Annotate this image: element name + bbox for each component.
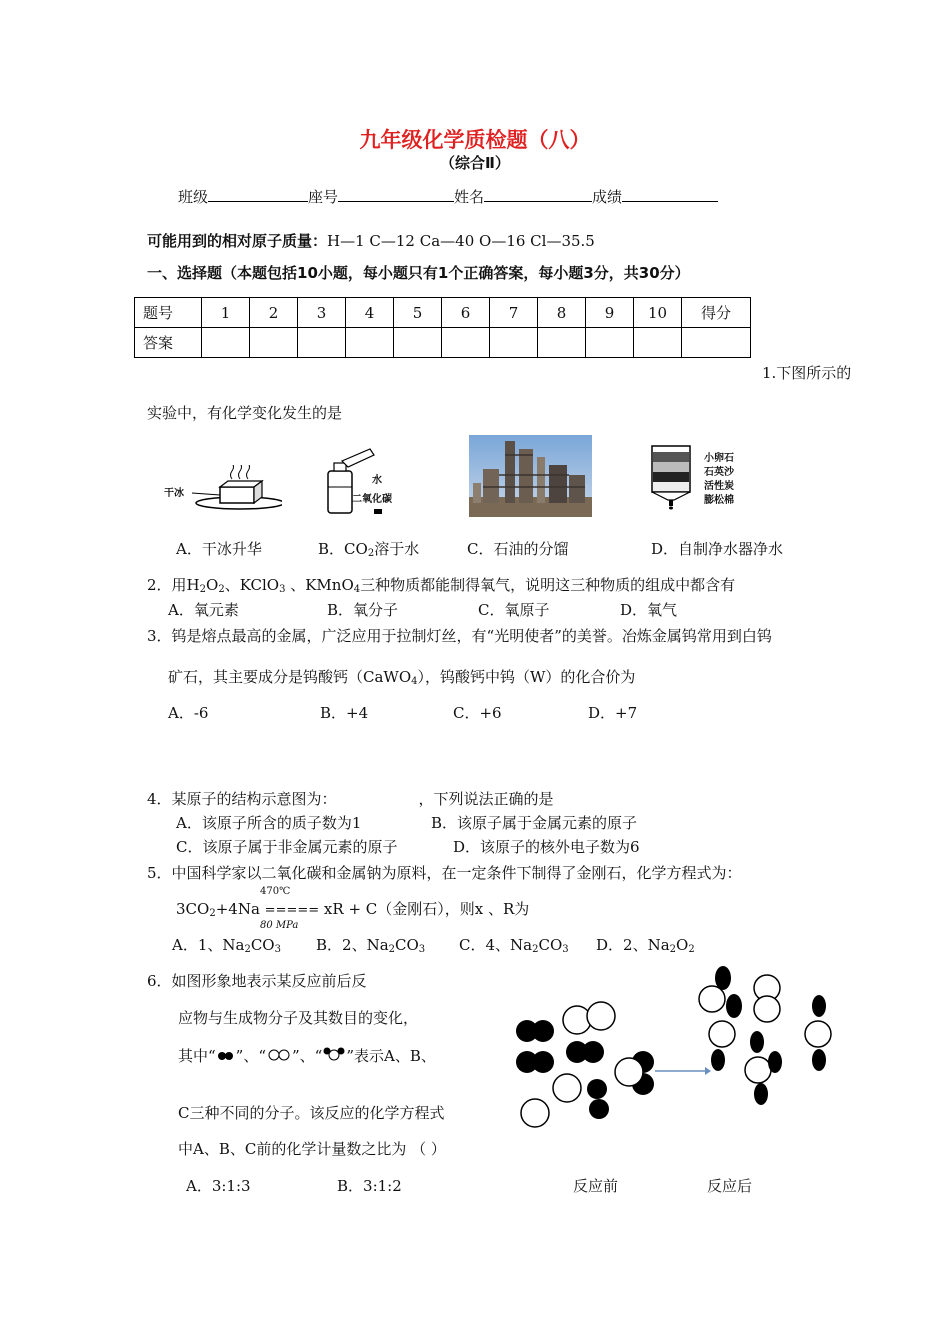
- atomic-mass-values: H—1 C—12 Ca—40 O—16 Cl—35.5: [327, 232, 595, 250]
- q2-option-d: D．氧气: [620, 601, 678, 619]
- table-cell: 8: [538, 298, 586, 328]
- table-cell: 7: [490, 298, 538, 328]
- page-title: 九年级化学质检题（八）: [359, 128, 591, 152]
- q4-option-b: B．该原子属于金属元素的原子: [431, 814, 638, 832]
- section-heading: 一、选择题（本题包括10小题，每小题只有1个正确答案，每小题3分，共30分）: [147, 264, 690, 282]
- student-info-line: [178, 185, 718, 207]
- q3-line1: 3．钨是熔点最高的金属，广泛应用于拉制灯丝，有“光明使者”的美誉。冶炼金属钨常用到白钨: [147, 627, 772, 645]
- filter-label-pebbles: 小卵石: [704, 453, 734, 464]
- table-row: [135, 298, 751, 328]
- answer-cell[interactable]: [346, 328, 394, 358]
- table-cell: 9: [586, 298, 634, 328]
- q2-stem: 2．用$H_2O_2$、KClO$_3$ 、KMnO$_4$三种物质都能制得氧气，说明这三种物质的组成中都含有: [147, 576, 736, 595]
- q2-option-c: C．氧原子: [478, 601, 550, 619]
- q3-option-b: B．+4: [320, 704, 369, 722]
- page-subtitle: （综合Ⅱ）: [440, 154, 510, 172]
- before-label: 反应前: [573, 1177, 619, 1195]
- q5-condition-pressure: 80 MPa: [260, 920, 299, 931]
- score-cell[interactable]: [682, 328, 751, 358]
- name-field[interactable]: [484, 185, 592, 202]
- answer-cell[interactable]: [394, 328, 442, 358]
- q3-option-d: D．+7: [588, 704, 638, 722]
- q3-line2: 矿石，其主要成分是钨酸钙（CaWO$_4$），钨酸钙中钨（W）的化合价为: [168, 668, 636, 687]
- q5-option-a: A．1、$Na_2CO_3$: [172, 936, 281, 955]
- q1-option-d: D．自制净水器净水: [651, 540, 784, 558]
- oil-refinery-photo: [469, 435, 592, 517]
- answer-cell[interactable]: [586, 328, 634, 358]
- q1-option-b: B．$CO_2$溶于水: [318, 540, 420, 559]
- reaction-diagram: [505, 964, 845, 1134]
- answer-cell[interactable]: [250, 328, 298, 358]
- answer-cell[interactable]: [490, 328, 538, 358]
- q5-stem: 5．中国科学家以二氧化碳和金属钠为原料，在一定条件下制得了金刚石，化学方程式为：: [147, 864, 742, 882]
- filter-label-cotton: 膨松棉: [704, 495, 734, 506]
- co2-label: 二氧化碳: [352, 494, 392, 505]
- q1-option-c: C．石油的分馏: [467, 540, 569, 558]
- q5-option-d: D．2、$Na_2O_2$: [596, 936, 695, 955]
- q4-option-d: D．该原子的核外电子数为6: [453, 838, 640, 856]
- filter-label-carbon: 活性炭: [704, 481, 734, 492]
- q6-line1: 6．如图形象地表示某反应前后反: [147, 972, 367, 990]
- q6-line4: C三种不同的分子。该反应的化学方程式: [178, 1104, 445, 1122]
- q6-line2: 应物与生成物分子及其数目的变化，: [178, 1009, 419, 1027]
- seat-field[interactable]: [338, 185, 454, 202]
- molecule-b-icon: [266, 1049, 292, 1061]
- q2-option-a: A．氧元素: [168, 601, 239, 619]
- water-filter-image: [648, 444, 694, 510]
- score-label: 成绩: [592, 188, 623, 206]
- class-field[interactable]: [208, 185, 308, 202]
- score-field[interactable]: [622, 185, 718, 202]
- table-cell: 2: [250, 298, 298, 328]
- table-cell: 3: [298, 298, 346, 328]
- q1-stem-b: 实验中，有化学变化发生的是: [147, 404, 343, 422]
- q6-line3: 其中“ ”、“ ”、“ ”表示A、B、: [178, 1047, 436, 1065]
- q5-option-c: C．4、$Na_2CO_3$: [459, 936, 569, 955]
- name-label: 姓名: [454, 188, 485, 206]
- molecule-c-icon: [322, 1045, 346, 1061]
- table-cell: 答案: [135, 328, 202, 358]
- q3-option-a: A．-6: [168, 704, 209, 722]
- answer-cell[interactable]: [634, 328, 682, 358]
- q5-option-b: B．2、$Na_2CO_3$: [316, 936, 426, 955]
- molecule-a-icon: [216, 1051, 236, 1061]
- table-cell: 6: [442, 298, 490, 328]
- q6-option-b: B．3:1:2: [337, 1177, 402, 1195]
- atomic-mass-label: 可能用到的相对原子质量：: [147, 232, 328, 250]
- q5-equation: $3CO_2+4Na$ ===== xR + C（金刚石），则x 、R为: [176, 900, 530, 919]
- table-cell: 5: [394, 298, 442, 328]
- q6-option-a: A．3:1:3: [186, 1177, 251, 1195]
- class-label: 班级: [178, 188, 209, 206]
- q6-line5: 中A、B、C前的化学计量数之比为 （ ）: [178, 1140, 446, 1158]
- answer-table: [134, 297, 751, 358]
- q4-option-a: A．该原子所含的质子数为1: [176, 814, 362, 832]
- answer-cell[interactable]: [538, 328, 586, 358]
- table-cell: 1: [202, 298, 250, 328]
- answer-cell[interactable]: [202, 328, 250, 358]
- q4-stem: 4．某原子的结构示意图为： ，下列说法正确的是: [147, 790, 554, 808]
- atomic-mass-line: [147, 230, 595, 251]
- q1-option-a: A．干冰升华: [176, 540, 262, 558]
- dry-ice-label: 干冰: [164, 488, 184, 499]
- q2-option-b: B．氧分子: [327, 601, 399, 619]
- q3-option-c: C．+6: [453, 704, 502, 722]
- table-cell: 4: [346, 298, 394, 328]
- table-row: [135, 328, 751, 358]
- after-label: 反应后: [707, 1177, 753, 1195]
- answer-cell[interactable]: [298, 328, 346, 358]
- answer-cell[interactable]: [442, 328, 490, 358]
- q4-option-c: C．该原子属于非金属元素的原子: [176, 838, 398, 856]
- filter-label-sand: 石英沙: [704, 467, 734, 478]
- q5-condition-temp: 470℃: [260, 886, 291, 897]
- table-cell: 题号: [135, 298, 202, 328]
- q1-stem-a: 1.下图所示的: [762, 364, 852, 382]
- table-cell: 10: [634, 298, 682, 328]
- water-label: 水: [372, 475, 382, 486]
- table-cell: 得分: [682, 298, 751, 328]
- seat-label: 座号: [308, 188, 339, 206]
